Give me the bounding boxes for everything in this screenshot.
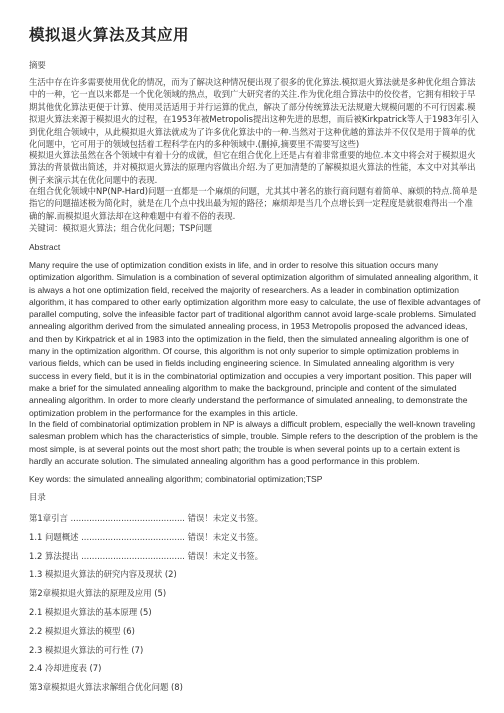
abstract-en-paragraph-2 (29, 418, 481, 467)
abstract-cn-text-2: 模拟退火算法虽然在各个领域中有着十分的成就，但它在组合优化上还是占有着非常重要的地位.本文中将会对于模拟退火算法的背景做出简述，并对模拟退火算法的原理内容做出介绍.为了更加清楚的了解模拟退火算法的性能，本文中对其举出例子来演示其在优化问题中的表现. (29, 150, 476, 185)
abstract-cn-text-3: 在组合优化领域中NP(NP-Hard)问题一直都是一个麻烦的问题，尤其其中著名的旅行商问题有着简单、麻烦的特点.简单是指它的问题描述极为简化时，就是在几个点中找出最为短的路径；麻烦却是当几个点增长到一定程度是就很难得出一个准确的解.而模拟退火算法却在这种难题中有着不俗的表现. (29, 186, 478, 221)
toc-entry[interactable]: 2.4 冷却进度表 (7) (29, 663, 102, 674)
toc-entry[interactable]: 1.3 模拟退火算法的研究内容及现状 (2) (29, 569, 177, 580)
toc-entry[interactable]: 2.2 模拟退火算法的模型 (6) (29, 625, 135, 636)
toc-entry[interactable]: 2.1 模拟退火算法的基本原理 (5) (29, 606, 152, 617)
abstract-cn-paragraph-2 (29, 149, 481, 186)
abstract-cn-paragraph-3 (29, 185, 481, 222)
toc-entry[interactable]: 2.3 模拟退火算法的可行性 (7) (29, 644, 144, 655)
keywords-cn: 关键词：模拟退火算法；组合优化问题；TSP问题 (29, 223, 212, 233)
toc-entry[interactable]: 第1章引言 ........................................... 错误！未定义书签。 (29, 513, 264, 523)
toc-entry[interactable]: 1.1 问题概述 ....................................... 错误！未定义书签。 (29, 531, 264, 542)
abstract-en-text-1: Many require the use of optimization condition exists in life, and in order to resolve this situation occurs many optimization algorithm. Simulation is a combination of several optimization algorithm of simulated annealing algorithm, it is always a hot one optimization field, received the majority of researchers. As a leader in combination optimization algorithm, it has compared to other early optimization algorithm more easy to calculate, the use of flexible advantages of parallel computing, solve the infeasible factor part of traditional algorithm cannot avoid large-scale problems. Simulated annealing algorithm derived from the simulated annealing process, in 1953 Metropolis proposed the advanced ideas, and then by Kirkpatrick et al in 1983 into the optimization in the field, then the simulated annealing algorithm is one of many in the optimization algorithm. Of course, this algorithm is not only superior to simple optimization problems in various fields, which can be used in fields including engineering science. In Simulated annealing algorithm is very success in every field, but it is in the combinatorial optimization and occupies a very important position. This paper will make a brief for the simulated annealing algorithm to make the background, principle and content of the simulated annealing algorithm. In order to more clearly understand the performance of simulated annealing, to demonstrate the optimization problem in the performance for the examples in this article. (29, 260, 481, 418)
table-of-contents (29, 509, 481, 697)
toc-entry[interactable]: 第2章模拟退火算法的原理及应用 (5) (29, 588, 167, 599)
toc-entry[interactable]: 第3章模拟退火算法求解组合优化问题 (8) (29, 682, 183, 693)
abstract-en-text-2: In the field of combinatorial optimization problem in NP is always a difficult problem, especially the well-known traveling salesman problem which has the characteristics of simple, trouble. Simple refers to the description of the problem is the most simple, is at several points out the most short path; the trouble is when several points up to a certain extent is hardly an accurate solution. The simulated annealing algorithm has a good performance in this problem. (29, 419, 478, 466)
document-title: 模拟退火算法及其应用 (29, 26, 190, 44)
keywords-en: Key words: the simulated annealing algorithm; combinatorial optimization;TSP (29, 474, 323, 484)
abstract-en-paragraph-1 (29, 259, 481, 419)
toc-heading: 目录 (29, 492, 46, 502)
abstract-cn-heading: 摘要 (29, 60, 46, 70)
abstract-en-heading: Abstract (29, 242, 61, 252)
abstract-cn-text-1: 生活中存在许多需要使用优化的情况，而为了解决这种情况便出现了很多的优化算法.模拟退火算法就是多种优化组合算法中的一种，它一直以来都是一个优化领域的热点，收到广大研究者的关注.作为优化组合算法中的佼佼者，它拥有相较于早期其他优化算法更便于计算、使用灵活适用于并行运算的优点，解决了部分传统算法无法规避大规模问题的不可行因素.模拟退火算法来源于模拟退火的过程，在1953年被Metropolis提出这种先进的思想，而后被Kirkpatrick等人于1983年引入到优化组合领域中，从此模拟退火算法就成为了许多优化算法中的一种.当然对于这种优越的算法并不仅仅是用于简单的优化问题中，它可用于的领域包括着工程科学在内的多种领域中.(删掉,摘要里不需要写这些) (29, 77, 479, 150)
abstract-cn-paragraph-1 (29, 76, 481, 150)
toc-entry[interactable]: 1.2 算法提出 ....................................... 错误！未定义书签。 (29, 550, 264, 561)
